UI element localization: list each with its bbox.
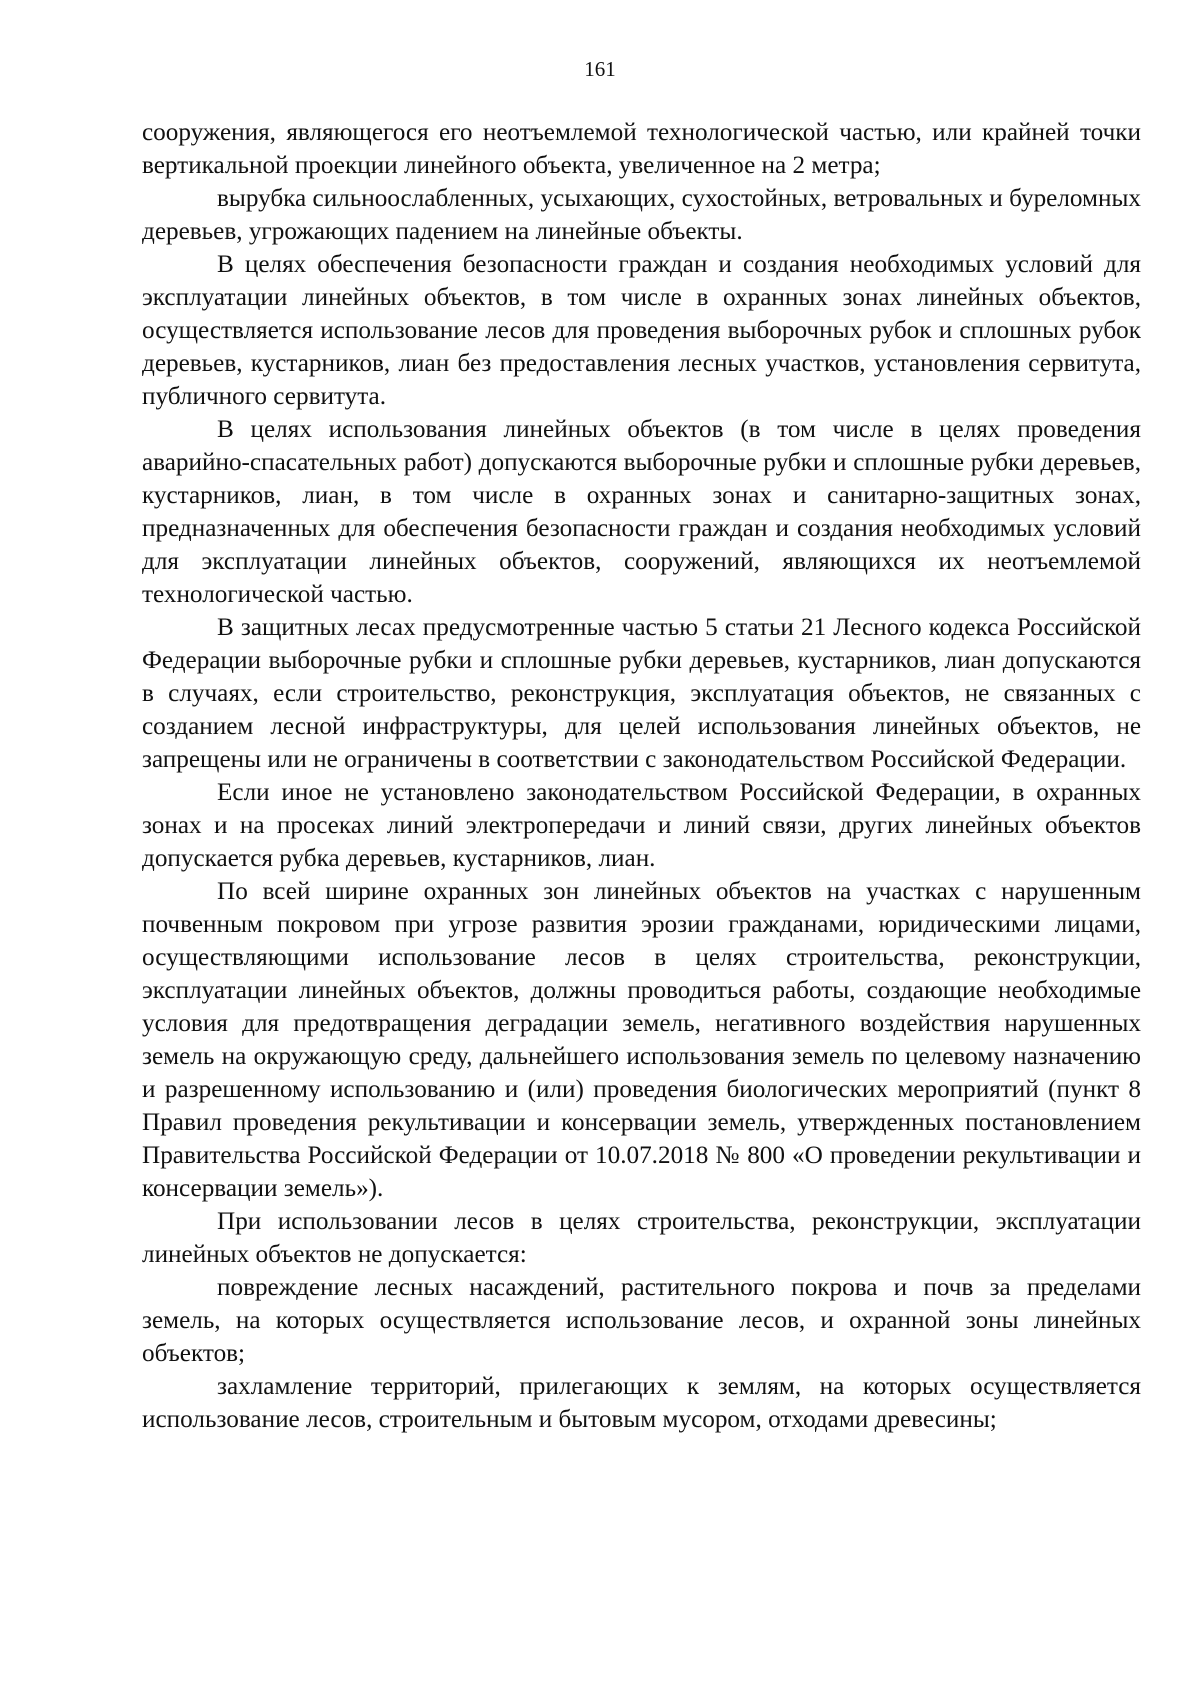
paragraph: По всей ширине охранных зон линейных объектов на участках с нарушенным почвенным покровом при угрозе развития эрозии гражданами, юридическими лицами, осуществляющими использование лесов в целях строительства, реконструкции, эксплуатации линейных объектов, должны проводиться работы, создающие необходимые условия для предотвращения деградации земель, негативного воздействия нарушенных земель на окружающую среду, дальнейшего использования земель по целевому назначению и разрешенному использованию и (или) проведения биологических мероприятий (пункт 8 Правил проведения рекультивации и консервации земель, утвержденных постановлением Правительства Российской Федерации от 10.07.2018 № 800 «О проведении рекультивации и консервации земель»). [142, 878, 1141, 1202]
paragraph: В защитных лесах предусмотренные частью 5 статьи 21 Лесного кодекса Российской Федерации выборочные рубки и сплошные рубки деревьев, кустарников, лиан допускаются в случаях, если строительство, реконструкция, эксплуатация объектов, не связанных с созданием лесной инфраструктуры, для целей использования линейных объектов, не запрещены или не ограничены в соответствии с законодательством Российской Федерации. [142, 614, 1141, 773]
paragraph: При использовании лесов в целях строительства, реконструкции, эксплуатации линейных объектов не допускается: [142, 1208, 1141, 1268]
page-number: 161 [584, 57, 616, 81]
paragraph: вырубка сильноослабленных, усыхающих, сухостойных, ветровальных и буреломных деревьев, угрожающих падением на линейные объекты. [142, 185, 1141, 245]
paragraph: захламление территорий, прилегающих к землям, на которых осуществляется использование лесов, строительным и бытовым мусором, отходами древесины; [142, 1373, 1141, 1433]
paragraph: В целях использования линейных объектов (в том числе в целях проведения аварийно-спасательных работ) допускаются выборочные рубки и сплошные рубки деревьев, кустарников, лиан, в том числе в охранных зонах и санитарно-защитных зонах, предназначенных для обеспечения безопасности граждан и создания необходимых условий для эксплуатации линейных объектов, сооружений, являющихся их неотъемлемой технологической частью. [142, 416, 1141, 608]
document-body [142, 116, 1141, 1436]
paragraph: Если иное не установлено законодательством Российской Федерации, в охранных зонах и на просеках линий электропередачи и линий связи, других линейных объектов допускается рубка деревьев, кустарников, лиан. [142, 779, 1141, 872]
paragraph-continuation: сооружения, являющегося его неотъемлемой технологической частью, или крайней точки вертикальной проекции линейного объекта, увеличенное на 2 метра; [142, 119, 1141, 179]
paragraph: повреждение лесных насаждений, растительного покрова и почв за пределами земель, на которых осуществляется использование лесов, и охранной зоны линейных объектов; [142, 1274, 1141, 1367]
paragraph: В целях обеспечения безопасности граждан и создания необходимых условий для эксплуатации линейных объектов, в том числе в охранных зонах линейных объектов, осуществляется использование лесов для проведения выборочных рубок и сплошных рубок деревьев, кустарников, лиан без предоставления лесных участков, установления сервитута, публичного сервитута. [142, 251, 1141, 410]
